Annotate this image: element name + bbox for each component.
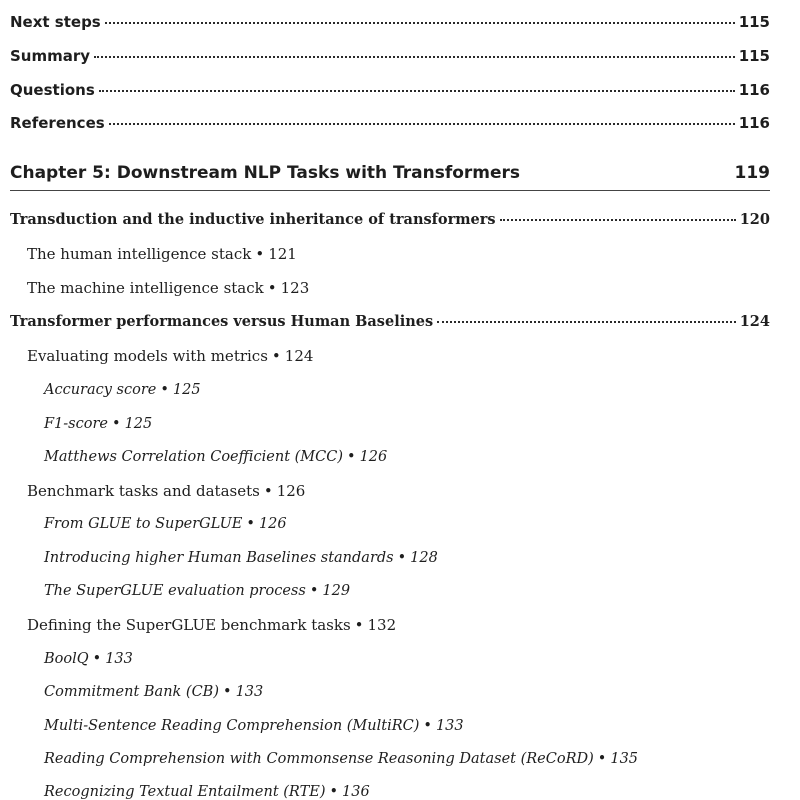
toc-subsection-title: The machine intelligence stack bbox=[27, 279, 264, 297]
toc-subsection-title: Benchmark tasks and datasets bbox=[27, 482, 260, 500]
toc-subsection-page: 132 bbox=[367, 616, 397, 634]
bullet-icon: • bbox=[246, 516, 255, 532]
toc-entry-page: 116 bbox=[738, 114, 770, 132]
toc-subsection bbox=[27, 349, 313, 364]
toc-subsection bbox=[27, 281, 309, 296]
toc-subsection-page: 126 bbox=[276, 482, 306, 500]
toc-section-page: 120 bbox=[739, 211, 770, 228]
toc-subsubsection bbox=[44, 383, 201, 398]
toc-subsubsection-page: 126 bbox=[258, 516, 287, 532]
toc-subsubsection-title: The SuperGLUE evaluation process bbox=[44, 583, 306, 599]
chapter-divider bbox=[10, 190, 770, 191]
bullet-icon: • bbox=[271, 347, 281, 365]
toc-entry-page: 115 bbox=[738, 13, 770, 31]
toc-subsubsection-page: 128 bbox=[410, 550, 438, 566]
bullet-icon: • bbox=[267, 279, 277, 297]
toc-subsubsection-title: Multi-Sentence Reading Comprehension (MultiRC) bbox=[44, 718, 420, 734]
dot-leader bbox=[437, 321, 736, 323]
chapter-page: 119 bbox=[734, 163, 770, 183]
toc-section-page: 124 bbox=[739, 313, 770, 330]
toc-subsubsection-page: 133 bbox=[435, 718, 464, 734]
toc-subsection-title: Defining the SuperGLUE benchmark tasks bbox=[27, 616, 351, 634]
toc-subsubsection-page: 125 bbox=[172, 382, 201, 398]
toc-subsubsection bbox=[44, 450, 387, 465]
toc-subsubsection-title: F1-score bbox=[44, 416, 108, 432]
toc-subsubsection-title: Reading Comprehension with Commonsense Reasoning Dataset (ReCoRD) bbox=[44, 751, 594, 767]
bullet-icon: • bbox=[263, 482, 273, 500]
chapter-title: Chapter 5: Downstream NLP Tasks with Transformers bbox=[10, 163, 521, 183]
bullet-icon: • bbox=[112, 416, 121, 432]
toc-subsubsection-title: Recognizing Textual Entailment (RTE) bbox=[44, 784, 326, 800]
toc-entry-summary bbox=[10, 49, 770, 64]
dot-leader bbox=[500, 219, 736, 221]
chapter-heading bbox=[10, 163, 770, 183]
toc-section-title: Transformer performances versus Human Baselines bbox=[10, 313, 434, 330]
toc-subsubsection-page: 133 bbox=[235, 684, 264, 700]
toc-entry-title: Questions bbox=[10, 81, 95, 99]
toc-subsubsection-page: 136 bbox=[342, 784, 370, 800]
dot-leader bbox=[109, 123, 735, 125]
bullet-icon: • bbox=[329, 784, 339, 800]
toc-subsubsection bbox=[44, 685, 263, 700]
toc-subsection bbox=[27, 484, 305, 499]
toc-subsubsection-title: From GLUE to SuperGLUE bbox=[44, 516, 243, 532]
bullet-icon: • bbox=[354, 616, 364, 634]
toc-subsubsection-title: Introducing higher Human Baselines standards bbox=[44, 550, 394, 566]
toc-entry-page: 116 bbox=[738, 81, 770, 99]
bullet-icon: • bbox=[160, 382, 169, 398]
toc-subsubsection-title: Matthews Correlation Coefficient (MCC) bbox=[44, 449, 343, 465]
bullet-icon: • bbox=[92, 651, 102, 667]
bullet-icon: • bbox=[423, 718, 432, 734]
toc-subsection-title: The human intelligence stack bbox=[27, 245, 252, 263]
toc-subsubsection-title: Commitment Bank (CB) bbox=[44, 684, 219, 700]
toc-subsection-page: 124 bbox=[284, 347, 314, 365]
dot-leader bbox=[105, 22, 735, 24]
toc-section-transduction bbox=[10, 213, 770, 228]
toc-subsubsection-title: BoolQ bbox=[44, 651, 89, 667]
toc-subsubsection bbox=[44, 584, 350, 599]
toc-subsubsection bbox=[44, 417, 152, 432]
bullet-icon: • bbox=[309, 583, 319, 599]
toc-subsubsection-page: 126 bbox=[359, 449, 388, 465]
toc-subsection bbox=[27, 247, 297, 262]
toc-entry-next-steps bbox=[10, 15, 770, 30]
toc-subsubsection bbox=[44, 785, 370, 800]
bullet-icon: • bbox=[347, 449, 356, 465]
toc-entry-page: 115 bbox=[738, 47, 770, 65]
toc-entry-references bbox=[10, 116, 770, 131]
toc-subsubsection bbox=[44, 719, 464, 734]
toc-entry-questions bbox=[10, 83, 770, 98]
toc-subsubsection bbox=[44, 752, 638, 767]
toc-entry-title: Summary bbox=[10, 47, 91, 65]
toc-entry-title: Next steps bbox=[10, 13, 101, 31]
toc-subsubsection bbox=[44, 551, 438, 566]
toc-subsubsection-page: 135 bbox=[610, 751, 639, 767]
bullet-icon: • bbox=[597, 751, 607, 767]
toc-subsubsection bbox=[44, 517, 287, 532]
dot-leader bbox=[94, 56, 735, 58]
bullet-icon: • bbox=[223, 684, 232, 700]
toc-subsubsection-page: 125 bbox=[124, 416, 153, 432]
toc-subsubsection-page: 133 bbox=[105, 651, 133, 667]
bullet-icon: • bbox=[397, 550, 407, 566]
dot-leader bbox=[99, 90, 735, 92]
toc-subsubsection-page: 129 bbox=[322, 583, 351, 599]
toc-entry-title: References bbox=[10, 114, 105, 132]
toc-subsection-page: 123 bbox=[280, 279, 310, 297]
toc-subsubsection bbox=[44, 652, 133, 667]
toc-section-performances bbox=[10, 315, 770, 330]
toc-subsection-title: Evaluating models with metrics bbox=[27, 347, 268, 365]
toc-section-title: Transduction and the inductive inheritance of transformers bbox=[10, 211, 496, 228]
toc-subsection bbox=[27, 618, 396, 633]
toc-subsubsection-title: Accuracy score bbox=[44, 382, 157, 398]
bullet-icon: • bbox=[255, 245, 265, 263]
toc-subsection-page: 121 bbox=[268, 245, 297, 263]
